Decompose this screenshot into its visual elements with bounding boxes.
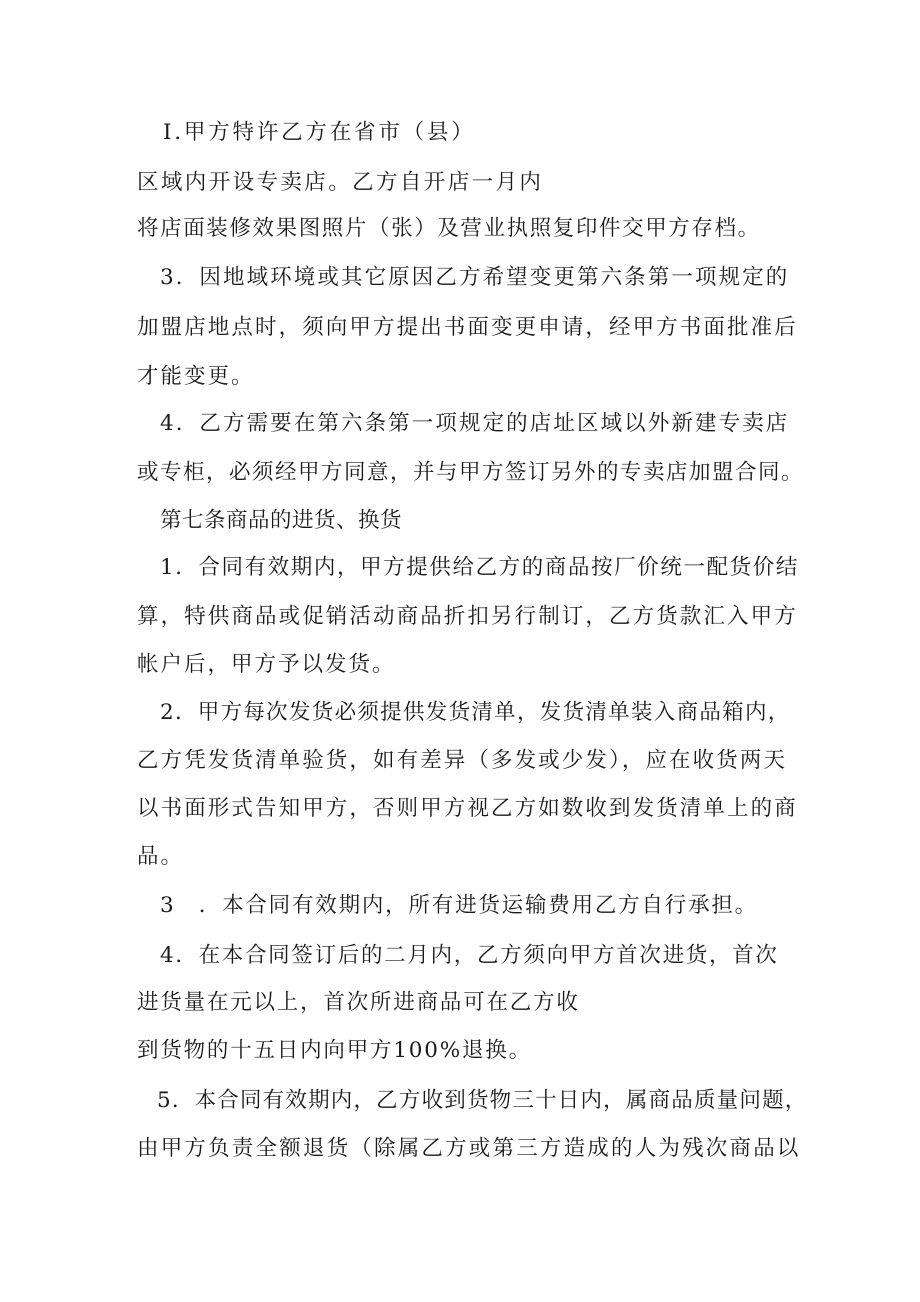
text-line: 1．合同有效期内，甲方提供给乙方的商品按厂价统一配货价结: [160, 555, 799, 580]
text-line: 4．在本合同签订后的二月内，乙方须向甲方首次进货，首次: [160, 943, 779, 968]
text-line: 帐户后，甲方予以发货。: [137, 652, 396, 677]
text-line: 乙方凭发货清单验货，如有差异（多发或少发），应在收货两天: [137, 748, 788, 773]
text-line: 3 ．本合同有效期内，所有进货运输费用乙方自行承担。: [160, 893, 758, 918]
text-line: 才能变更。: [137, 364, 255, 389]
text-line: 或专柜，必须经甲方同意，并与甲方签订另外的专卖店加盟合同。: [137, 460, 805, 485]
text-line: 4．乙方需要在第六条第一项规定的店址区域以外新建专卖店: [160, 411, 790, 436]
text-line: 2．甲方每次发货必须提供发货清单，发货清单装入商品箱内，: [160, 700, 791, 725]
text-line: 3．因地域环境或其它原因乙方希望变更第六条第一项规定的: [160, 265, 790, 290]
text-line: 区域内开设专卖店。乙方自开店一月内: [137, 170, 544, 195]
text-line: 品。: [137, 844, 185, 869]
text-line: 算，特供商品或促销活动商品折扣另行制订，乙方货款汇入甲方: [137, 604, 798, 629]
section-heading: 第七条商品的进货、换货: [160, 508, 403, 533]
text-line: 以书面形式告知甲方，否则甲方视乙方如数收到发货清单上的商: [137, 796, 798, 821]
text-line: 进货量在元以上，首次所进商品可在乙方收: [137, 990, 580, 1015]
text-line: 加盟店地点时，须向甲方提出书面变更申请，经甲方书面批准后: [137, 315, 798, 340]
text-line: 由甲方负责全额退货（除属乙方或第三方造成的人为残次商品以: [137, 1136, 801, 1161]
text-line: 到货物的十五日内向甲方100%退换。: [137, 1038, 532, 1063]
text-line: 5．本合同有效期内，乙方收到货物三十日内，属商品质量问题，: [157, 1088, 808, 1113]
text-line: 将店面装修效果图照片（张）及营业执照复印件交甲方存档。: [137, 216, 761, 241]
text-line: I.甲方特许乙方在省市（县）: [163, 120, 476, 145]
